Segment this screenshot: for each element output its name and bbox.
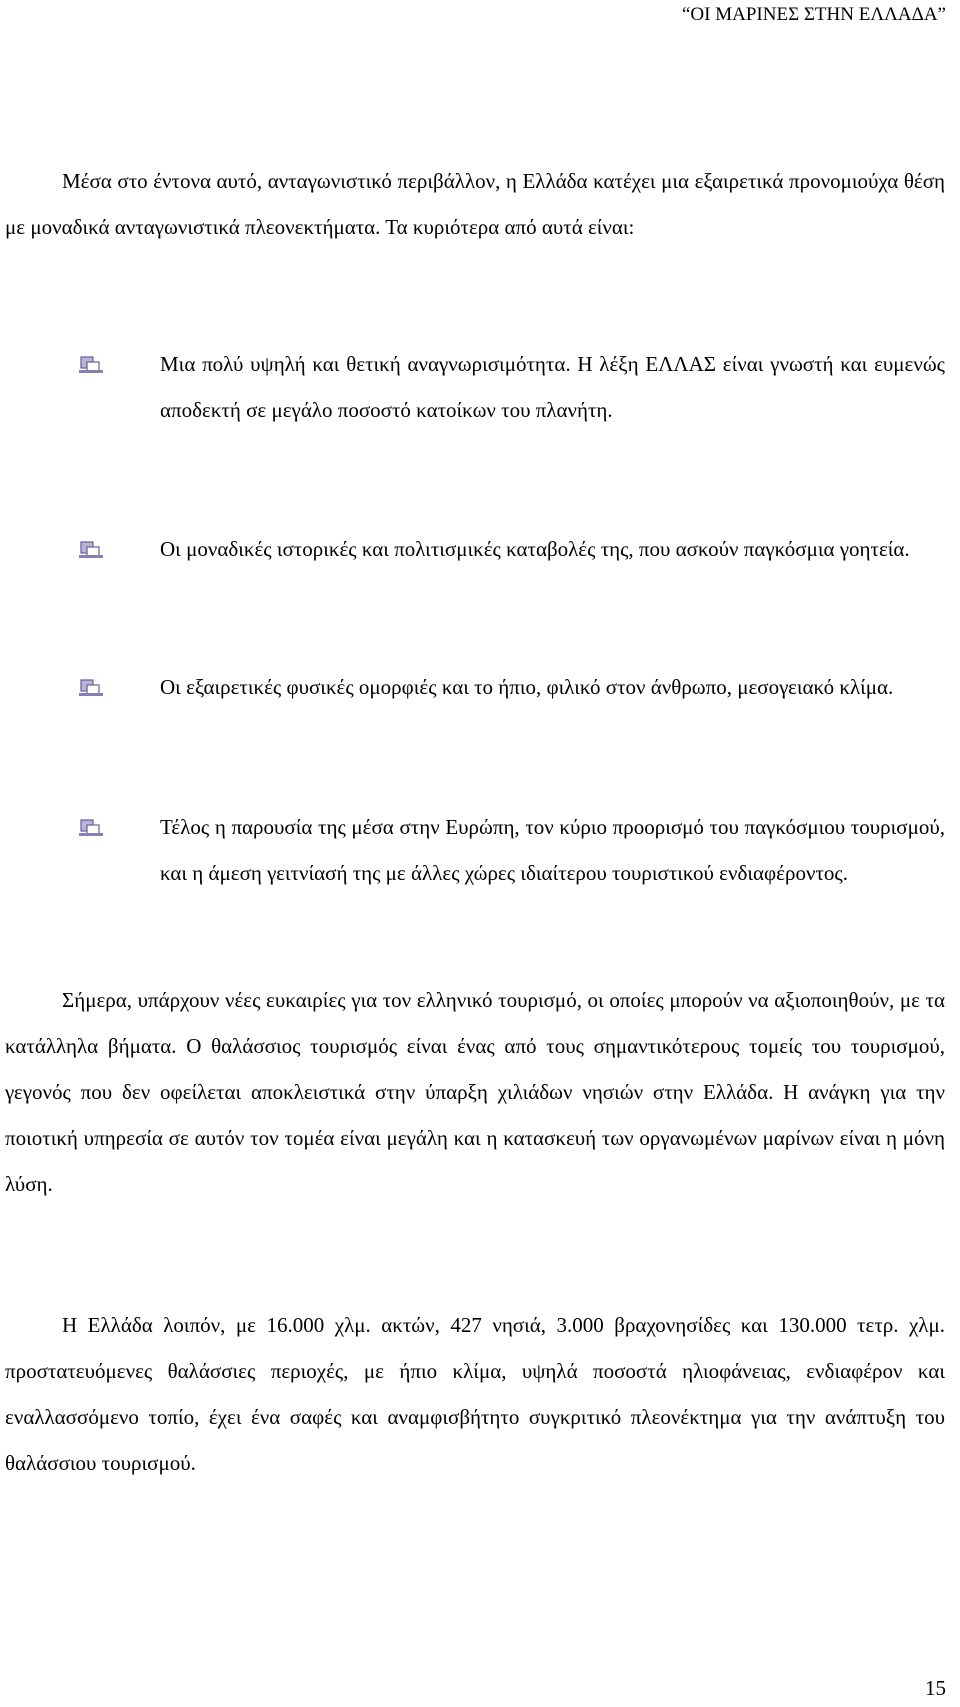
bullet-picture-icon (78, 678, 104, 698)
bullet-picture-icon (78, 540, 104, 560)
third-paragraph: Η Ελλάδα λοιπόν, με 16.000 χλμ. ακτών, 427 νησιά, 3.000 βραχονησίδες και 130.000 τετρ. χλμ. προστατευόμενες θαλάσσιες περιοχές, με ήπιο κλίμα, υψηλά ποσοστά ηλιοφάνειας, ενδιαφέρον και εναλλασσόμενο τοπίο, έχει ένα σαφές και αναμφισβήτητο συγκριτικό πλεονέκτημα για την ανάπτυξη του θαλάσσιου τουρισμού. (5, 1313, 945, 1475)
bullet-text: Τέλος η παρουσία της μέσα στην Ευρώπη, τον κύριο προορισμό του παγκόσμιου τουρισμού, και η άμεση γειτνίασή της με άλλες χώρες ιδιαίτερου τουριστικού ενδιαφέροντος. (160, 815, 945, 885)
bullet-text: Μια πολύ υψηλή και θετική αναγνωρισιμότητα. Η λέξη ΕΛΛΑΣ είναι γνωστή και ευμενώς αποδεκτή σε μεγάλο ποσοστό κατοίκων του πλανήτη. (160, 352, 945, 422)
bullet-text: Οι μοναδικές ιστορικές και πολιτισμικές καταβολές της, που ασκούν παγκόσμια γοητεία. (160, 537, 910, 561)
running-header: “ΟΙ ΜΑΡΙΝΕΣ ΣΤΗΝ ΕΛΛΑΔΑ” (682, 4, 946, 25)
bullet-picture-icon (78, 355, 104, 375)
second-paragraph: Σήμερα, υπάρχουν νέες ευκαιρίες για τον ελληνικό τουρισμό, οι οποίες μπορούν να αξιοποιηθούν, με τα κατάλληλα βήματα. Ο θαλάσσιος τουρισμός είναι ένας από τους σημαντικότερους τομείς του τουρισμού, γεγονός που δεν οφείλεται αποκλειστικά στην ύπαρξη χιλιάδων νησιών στην Ελλάδα. Η ανάγκη για την ποιοτική υπηρεσία σε αυτόν τον τομέα είναι μεγάλη και η κατασκευή των οργανωμένων μαρίνων είναι η μόνη λύση. (5, 988, 945, 1196)
page-number: 15 (925, 1676, 946, 1700)
intro-paragraph: Μέσα στο έντονα αυτό, ανταγωνιστικό περιβάλλον, η Ελλάδα κατέχει μια εξαιρετικά προνομιούχα θέση με μοναδικά ανταγωνιστικά πλεονεκτήματα. Τα κυριότερα από αυτά είναι: (5, 169, 945, 239)
bullet-picture-icon (78, 818, 104, 838)
bullet-text: Οι εξαιρετικές φυσικές ομορφιές και το ήπιο, φιλικό στον άνθρωπο, μεσογειακό κλίμα. (160, 675, 894, 699)
